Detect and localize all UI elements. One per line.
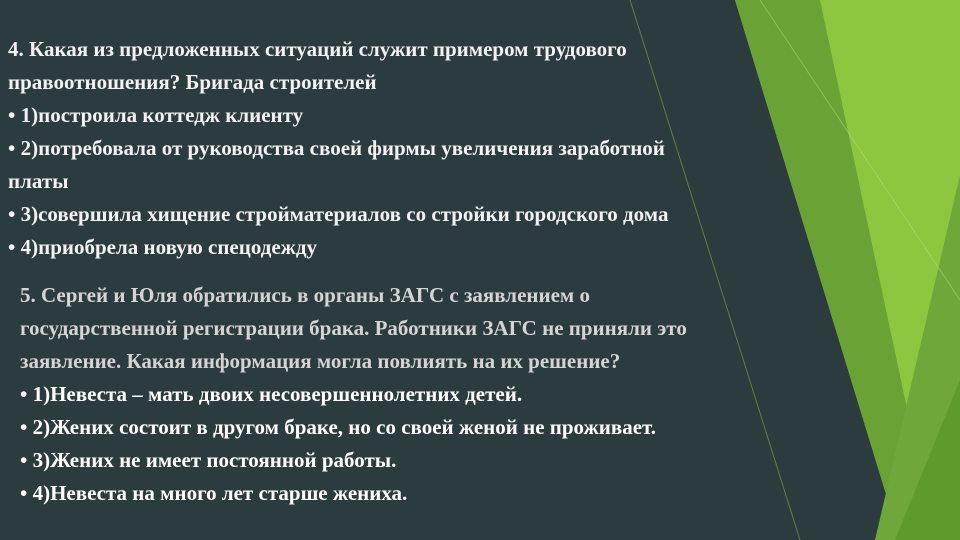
question-4-option-2-continued: платы bbox=[8, 169, 69, 193]
question-4-option-3: • 3)совершила хищение стройматериалов со стройки городского дома bbox=[8, 202, 669, 226]
question-5-title-line-2: государственной регистрации брака. Работники ЗАГС не приняли это bbox=[20, 316, 687, 340]
question-4-option-4: • 4)приобрела новую спецодежду bbox=[8, 235, 318, 259]
question-4-option-2: • 2)потребовала от руководства своей фирмы увеличения заработной bbox=[8, 136, 665, 160]
question-5-option-4: • 4)Невеста на много лет старше жениха. bbox=[20, 481, 408, 505]
question-4-title-line-2: правоотношения? Бригада строителей bbox=[8, 70, 377, 94]
question-4-title-line-1: 4. Какая из предложенных ситуаций служит примером трудового bbox=[8, 37, 627, 61]
question-5-option-3: • 3)Жених не имеет постоянной работы. bbox=[20, 448, 397, 472]
question-5-option-2: • 2)Жених состоит в другом браке, но со своей женой не проживает. bbox=[20, 415, 656, 439]
question-4-option-1: • 1)построила коттедж клиенту bbox=[8, 103, 304, 127]
question-5 bbox=[20, 279, 687, 510]
question-4 bbox=[8, 33, 668, 264]
question-5-title-line-1: 5. Сергей и Юля обратились в органы ЗАГС с заявлением о bbox=[20, 283, 590, 307]
question-5-option-1: • 1)Невеста – мать двоих несовершеннолетних детей. bbox=[20, 382, 523, 406]
question-5-title-line-3: заявление. Какая информация могла повлиять на их решение? bbox=[20, 349, 621, 373]
